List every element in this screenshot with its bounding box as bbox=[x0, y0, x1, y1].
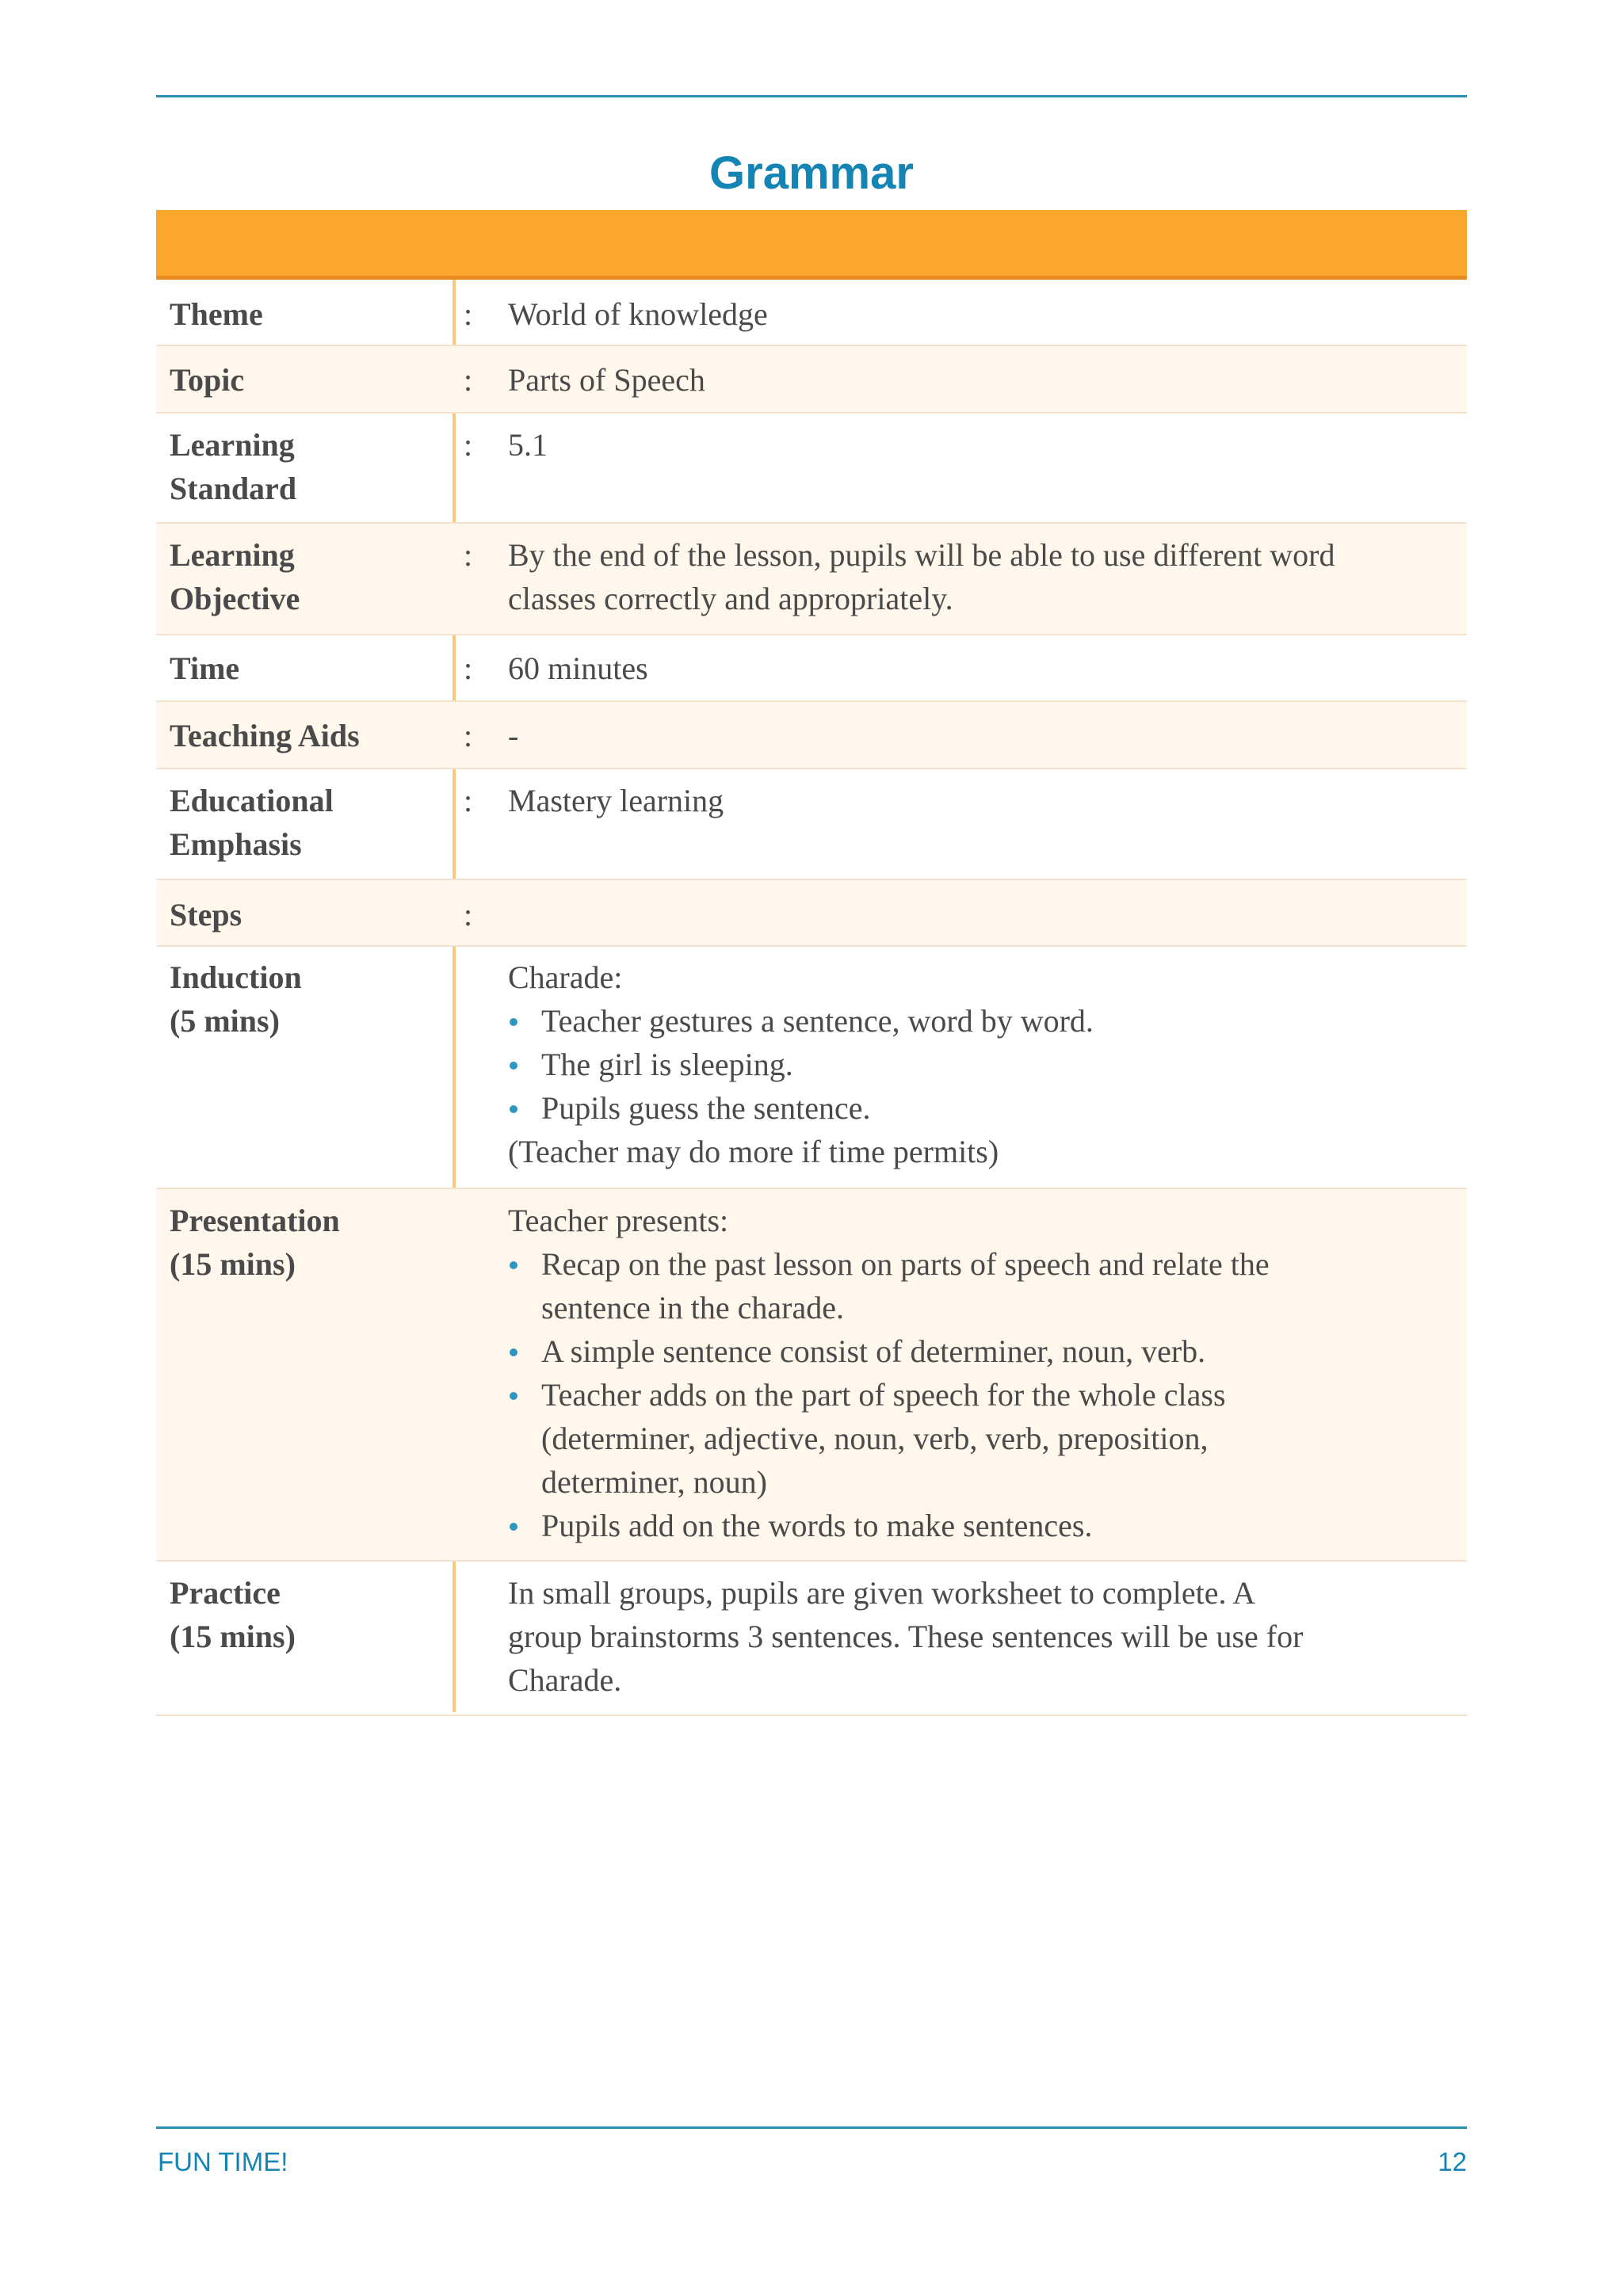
row-theme bbox=[156, 280, 1467, 346]
colon: : bbox=[464, 897, 473, 933]
row-presentation bbox=[156, 1189, 1467, 1562]
value-line: classes correctly and appropriately. bbox=[508, 581, 953, 616]
row-label bbox=[170, 1199, 340, 1286]
colon: : bbox=[464, 537, 473, 573]
note-line: (Teacher may do more if time permits) bbox=[508, 1134, 999, 1169]
row-value: Parts of Speech bbox=[508, 362, 705, 398]
footer-title: FUN TIME! bbox=[158, 2147, 288, 2176]
colon: : bbox=[464, 718, 473, 753]
row-label bbox=[170, 423, 296, 510]
page-title: Grammar bbox=[709, 147, 914, 199]
bullet-item: A simple sentence consist of determiner, noun, verb. bbox=[508, 1329, 1451, 1373]
label-line: (15 mins) bbox=[170, 1246, 296, 1282]
row-learning-objective bbox=[156, 524, 1467, 635]
label-line: Induction bbox=[170, 959, 302, 995]
bullet-item bbox=[508, 1242, 1451, 1329]
colon: : bbox=[464, 427, 473, 463]
row-label bbox=[170, 779, 334, 866]
value-line: By the end of the lesson, pupils will be able to use different word bbox=[508, 537, 1335, 573]
bullet-item: Pupils add on the words to make sentences. bbox=[508, 1504, 1451, 1547]
label-line: Standard bbox=[170, 471, 297, 506]
row-value bbox=[508, 955, 1451, 1173]
bullet-line: Recap on the past lesson on parts of speech and relate the bbox=[541, 1246, 1270, 1282]
colon: : bbox=[464, 650, 473, 686]
colon: : bbox=[464, 362, 473, 398]
row-value: 60 minutes bbox=[508, 650, 648, 686]
value-line: Charade. bbox=[508, 1662, 622, 1698]
label-line: Presentation bbox=[170, 1203, 340, 1238]
row-steps bbox=[156, 880, 1467, 947]
bullet-line: determiner, noun) bbox=[541, 1464, 767, 1500]
row-teaching-aids bbox=[156, 702, 1467, 769]
label-line: Practice bbox=[170, 1575, 281, 1611]
row-label bbox=[170, 955, 302, 1043]
row-label bbox=[170, 1571, 296, 1658]
row-induction bbox=[156, 947, 1467, 1189]
row-value bbox=[508, 1571, 1451, 1702]
row-label: Topic bbox=[170, 362, 245, 398]
label-line: (5 mins) bbox=[170, 1003, 280, 1039]
row-value: 5.1 bbox=[508, 427, 548, 463]
row-label: Teaching Aids bbox=[170, 718, 360, 753]
lesson-plan-table bbox=[156, 280, 1467, 1716]
row-topic bbox=[156, 346, 1467, 414]
intro-line: Charade: bbox=[508, 959, 623, 995]
label-line: Emphasis bbox=[170, 826, 302, 862]
table-header-bar bbox=[156, 210, 1467, 280]
bullet-item: Pupils guess the sentence. bbox=[508, 1086, 1451, 1130]
bullet-item bbox=[508, 1373, 1451, 1504]
bullet-line: sentence in the charade. bbox=[541, 1290, 845, 1325]
bottom-rule bbox=[156, 2126, 1467, 2129]
row-educational-emphasis bbox=[156, 769, 1467, 880]
row-label: Time bbox=[170, 650, 240, 686]
bullet-line: (determiner, adjective, noun, verb, verb, preposition, bbox=[541, 1421, 1209, 1456]
row-value bbox=[508, 533, 1451, 620]
page-number: 12 bbox=[1438, 2147, 1467, 2176]
row-learning-standard bbox=[156, 414, 1467, 524]
row-time bbox=[156, 635, 1467, 702]
intro-line: Teacher presents: bbox=[508, 1203, 729, 1238]
colon: : bbox=[464, 783, 473, 818]
label-line: Educational bbox=[170, 783, 334, 818]
label-line: Learning bbox=[170, 537, 295, 573]
row-label: Steps bbox=[170, 897, 242, 933]
row-value: World of knowledge bbox=[508, 296, 768, 332]
bullet-line: Teacher adds on the part of speech for the whole class bbox=[541, 1377, 1226, 1413]
row-label: Theme bbox=[170, 296, 263, 332]
value-line: In small groups, pupils are given worksheet to complete. A bbox=[508, 1575, 1256, 1611]
row-value: - bbox=[508, 718, 519, 753]
label-line: Learning bbox=[170, 427, 295, 463]
top-rule bbox=[156, 95, 1467, 97]
bullet-item: The girl is sleeping. bbox=[508, 1043, 1451, 1086]
row-practice bbox=[156, 1562, 1467, 1716]
colon: : bbox=[464, 296, 473, 332]
row-value bbox=[508, 1199, 1451, 1547]
row-label bbox=[170, 533, 300, 620]
value-line: group brainstorms 3 sentences. These sentences will be use for bbox=[508, 1619, 1304, 1654]
label-line: (15 mins) bbox=[170, 1619, 296, 1654]
bullet-item: Teacher gestures a sentence, word by word. bbox=[508, 999, 1451, 1043]
row-value: Mastery learning bbox=[508, 783, 724, 818]
label-line: Objective bbox=[170, 581, 300, 616]
